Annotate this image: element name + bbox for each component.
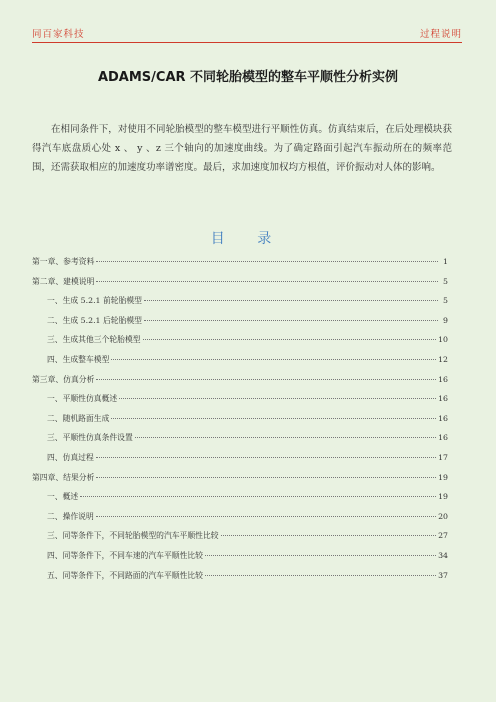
toc-leader: [96, 379, 436, 380]
toc-page: 10: [438, 335, 448, 345]
toc-page: 19: [438, 492, 448, 502]
toc-page: 5: [443, 276, 448, 286]
toc-leader: [221, 535, 437, 536]
toc-label: 二、生成 5.2.1 后轮胎模型: [47, 315, 142, 325]
toc-page: 16: [438, 394, 448, 404]
toc-page: 17: [438, 452, 448, 462]
toc-page: 16: [438, 413, 448, 423]
toc-page: 19: [438, 472, 448, 482]
toc-page: 16: [438, 374, 448, 384]
toc-label: 一、平顺性仿真概述: [47, 394, 118, 404]
toc-entry[interactable]: [32, 350, 448, 370]
toc-page: 12: [438, 354, 448, 364]
toc-entry[interactable]: [32, 526, 448, 546]
toc-entry[interactable]: [32, 291, 448, 311]
toc-entry[interactable]: [32, 448, 448, 468]
toc-label: 第三章、仿真分析: [32, 374, 95, 384]
toc-leader: [96, 477, 436, 478]
toc-label: 三、平顺性仿真条件设置: [47, 433, 133, 443]
toc-label: 第一章、参考资料: [32, 257, 95, 266]
toc-leader: [96, 457, 436, 458]
toc-leader: [135, 437, 436, 438]
toc-entry[interactable]: [32, 409, 448, 429]
toc-entry[interactable]: [32, 566, 448, 586]
toc-leader: [111, 359, 436, 360]
toc-page: 16: [438, 433, 448, 443]
toc-entry[interactable]: [32, 487, 448, 507]
header-left-text: 同百家科技: [32, 29, 85, 40]
toc-entry[interactable]: [32, 252, 448, 272]
toc-entry[interactable]: [32, 428, 448, 448]
toc-leader: [96, 281, 438, 282]
header-right-text: 过程说明: [419, 29, 462, 40]
toc-entry[interactable]: [32, 330, 448, 350]
toc-leader: [143, 339, 437, 340]
toc-entry[interactable]: [32, 389, 448, 409]
toc-label: 四、生成整车模型: [47, 354, 110, 364]
page-header: [32, 24, 462, 43]
toc-page: 37: [438, 570, 448, 580]
toc-leader: [205, 555, 436, 556]
toc-leader: [96, 261, 438, 262]
toc-page: 20: [438, 511, 448, 521]
table-of-contents: [32, 252, 448, 585]
toc-label: 二、操作说明: [47, 511, 94, 521]
toc-label: 三、同等条件下，不同轮胎模型的汽车平顺性比较: [47, 531, 219, 541]
toc-label: 四、同等条件下，不同车速的汽车平顺性比较: [47, 550, 203, 560]
toc-label: 一、生成 5.2.1 前轮胎模型: [47, 296, 142, 306]
toc-leader: [96, 516, 436, 517]
toc-label: 第二章、建模说明: [32, 276, 95, 286]
toc-title: 目 录: [210, 231, 286, 247]
toc-page: 5: [443, 296, 448, 306]
toc-entry[interactable]: [32, 546, 448, 566]
toc-label: 三、生成其他三个轮胎模型: [47, 335, 141, 345]
toc-page: 9: [443, 315, 448, 325]
toc-entry[interactable]: [32, 507, 448, 527]
toc-entry[interactable]: [32, 272, 448, 292]
abstract-text: 在相同条件下，对使用不同轮胎模型的整车模型进行平顺性仿真。仿真结束后，在后处理模块获得汽车底盘质心处 x 、 y 、z 三个轴向的加速度曲线。为了确定路面引起汽车振动所在的频率范围，还需获取相应的加速度功率谱密度。最后，求加速度加权均方根值，评价振动对人体的影响。: [32, 124, 452, 173]
toc-label: 一、概述: [47, 492, 79, 502]
toc-label: 五、同等条件下，不同路面的汽车平顺性比较: [47, 570, 203, 580]
toc-entry[interactable]: [32, 468, 448, 488]
toc-leader: [144, 320, 438, 321]
toc-leader: [144, 300, 438, 301]
toc-entry[interactable]: [32, 311, 448, 331]
toc-page: 1: [443, 257, 448, 266]
abstract: [32, 120, 452, 177]
toc-leader: [205, 575, 436, 576]
toc-label: 二、随机路面生成: [47, 413, 110, 423]
toc-leader: [119, 398, 436, 399]
toc-leader: [80, 496, 436, 497]
document-title: ADAMS/CAR 不同轮胎模型的整车平顺性分析实例: [97, 70, 399, 85]
toc-page: 34: [438, 550, 448, 560]
toc-label: 四、仿真过程: [47, 452, 94, 462]
toc-leader: [111, 418, 436, 419]
toc-entry[interactable]: [32, 370, 448, 390]
toc-page: 27: [438, 531, 448, 541]
toc-label: 第四章、结果分析: [32, 472, 95, 482]
